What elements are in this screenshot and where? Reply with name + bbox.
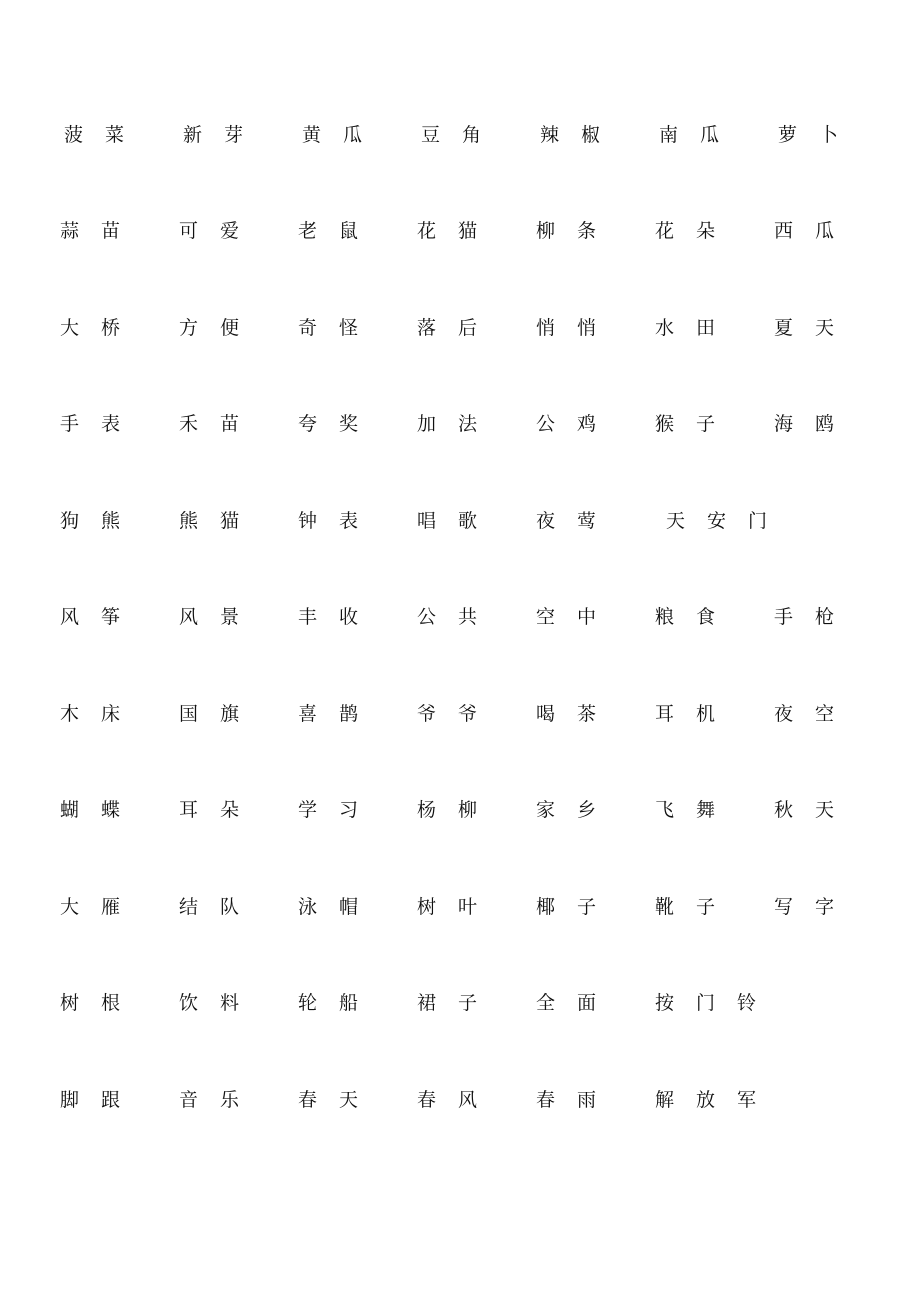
word: 轮船 <box>298 992 381 1014</box>
word: 耳机 <box>655 703 738 725</box>
word: 春天 <box>298 1089 381 1111</box>
word: 树根 <box>60 992 143 1014</box>
word: 风筝 <box>60 606 143 628</box>
word: 耳朵 <box>179 799 262 821</box>
word: 花朵 <box>655 220 738 242</box>
word: 音乐 <box>179 1089 262 1111</box>
word-row <box>0 313 920 343</box>
word: 夏天 <box>774 317 857 339</box>
word: 柳条 <box>536 220 619 242</box>
word: 手表 <box>60 413 143 435</box>
word: 家乡 <box>536 799 619 821</box>
word: 饮料 <box>179 992 262 1014</box>
word: 公鸡 <box>536 413 619 435</box>
word: 脚跟 <box>60 1089 143 1111</box>
word: 学习 <box>298 799 381 821</box>
word: 熊猫 <box>179 510 262 532</box>
word: 水田 <box>655 317 738 339</box>
word: 黄瓜 <box>302 124 385 146</box>
word: 裙子 <box>417 992 500 1014</box>
word-row <box>0 988 920 1018</box>
word-row <box>0 892 920 922</box>
word: 天安门 <box>666 510 790 532</box>
word: 花猫 <box>417 220 500 242</box>
word: 狗熊 <box>60 510 143 532</box>
word: 按门铃 <box>655 992 779 1014</box>
word-row <box>0 506 920 536</box>
word: 爷爷 <box>417 703 500 725</box>
word: 加法 <box>417 413 500 435</box>
word: 粮食 <box>655 606 738 628</box>
word: 大雁 <box>60 896 143 918</box>
word: 蝴蝶 <box>60 799 143 821</box>
word: 靴子 <box>655 896 738 918</box>
word: 猴子 <box>655 413 738 435</box>
word: 木床 <box>60 703 143 725</box>
word: 禾苗 <box>179 413 262 435</box>
word: 春雨 <box>536 1089 619 1111</box>
word: 方便 <box>179 317 262 339</box>
word: 老鼠 <box>298 220 381 242</box>
word: 公共 <box>417 606 500 628</box>
word: 可爱 <box>179 220 262 242</box>
word: 风景 <box>179 606 262 628</box>
word: 菠菜 <box>64 124 147 146</box>
word: 夜莺 <box>536 510 619 532</box>
word: 奇怪 <box>298 317 381 339</box>
word: 国旗 <box>179 703 262 725</box>
word-row <box>0 795 920 825</box>
word-row <box>0 216 920 246</box>
word: 蒜苗 <box>60 220 143 242</box>
word: 结队 <box>179 896 262 918</box>
word: 唱歌 <box>417 510 500 532</box>
word: 萝卜 <box>778 124 861 146</box>
word: 秋天 <box>774 799 857 821</box>
word: 西瓜 <box>774 220 857 242</box>
word: 空中 <box>536 606 619 628</box>
word: 钟表 <box>298 510 381 532</box>
word: 海鸥 <box>774 413 857 435</box>
word: 夸奖 <box>298 413 381 435</box>
word-row <box>0 1085 920 1115</box>
word-row <box>0 120 920 150</box>
word: 南瓜 <box>659 124 742 146</box>
word: 春风 <box>417 1089 500 1111</box>
word: 豆角 <box>421 124 504 146</box>
word: 大桥 <box>60 317 143 339</box>
word: 泳帽 <box>298 896 381 918</box>
word: 椰子 <box>536 896 619 918</box>
word: 全面 <box>536 992 619 1014</box>
word: 解放军 <box>655 1089 779 1111</box>
word-row <box>0 699 920 729</box>
word: 丰收 <box>298 606 381 628</box>
word: 杨柳 <box>417 799 500 821</box>
word: 喝茶 <box>536 703 619 725</box>
word-row <box>0 602 920 632</box>
word-row <box>0 409 920 439</box>
word: 新芽 <box>183 124 266 146</box>
word: 写字 <box>774 896 857 918</box>
word: 落后 <box>417 317 500 339</box>
word: 手枪 <box>774 606 857 628</box>
word: 辣椒 <box>540 124 623 146</box>
word: 夜空 <box>774 703 857 725</box>
word: 喜鹊 <box>298 703 381 725</box>
word: 悄悄 <box>536 317 619 339</box>
word: 树叶 <box>417 896 500 918</box>
word: 飞舞 <box>655 799 738 821</box>
